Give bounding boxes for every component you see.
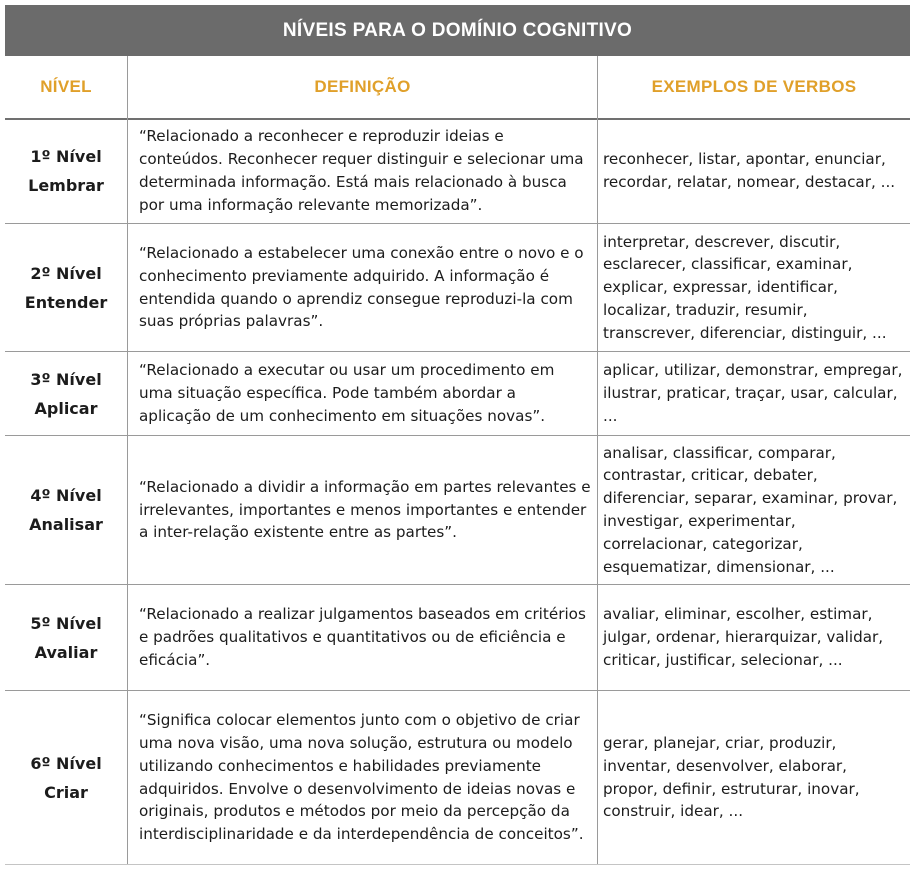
examples-cell bbox=[603, 224, 903, 351]
examples-cell bbox=[603, 352, 903, 435]
level-name: Analisar bbox=[29, 515, 103, 534]
examples-text: avaliar, eliminar, escolher, estimar, julgar, ordenar, hierarquizar, validar, criticar, justificar, selecionar, ... bbox=[603, 605, 884, 669]
level-cell bbox=[5, 119, 127, 223]
examples-text: reconhecer, listar, apontar, enunciar, recordar, relatar, nomear, destacar, ... bbox=[603, 150, 896, 191]
definition-text: “Relacionado a reconhecer e reproduzir ideias e conteúdos. Reconhecer requer distinguir e selecionar uma determinada informação. Está mais relacionado à busca por uma informação relevante memorizada”. bbox=[139, 127, 584, 214]
level-number: 4º Nível bbox=[30, 486, 102, 505]
level-name: Lembrar bbox=[28, 176, 104, 195]
examples-text: analisar, classificar, comparar, contrastar, criticar, debater, diferenciar, separar, examinar, provar, investigar, experimentar, correlacionar, categorizar, esquematizar, dimensionar, ... bbox=[603, 443, 898, 576]
level-cell bbox=[5, 352, 127, 435]
level-number: 3º Nível bbox=[30, 369, 102, 389]
definition-cell bbox=[139, 691, 591, 864]
definition-text: “Relacionado a dividir a informação em partes relevantes e irrelevantes, importantes e menos importantes e entender a inter-relação existente entre as partes”. bbox=[139, 477, 591, 542]
definition-cell bbox=[139, 436, 591, 584]
column-divider bbox=[127, 56, 128, 864]
definition-cell bbox=[139, 119, 591, 223]
examples-text: aplicar, utilizar, demonstrar, empregar, ilustrar, praticar, traçar, usar, calcular, ... bbox=[603, 361, 903, 425]
definition-cell bbox=[139, 224, 591, 351]
header-level: NÍVEL bbox=[40, 77, 92, 96]
definition-text: “Significa colocar elementos junto com o objetivo de criar uma nova visão, uma nova solução, estrutura ou modelo utilizando conhecimentos e habilidades previamente adquiridos. Envolve o desenvolvimento de ideias novas e originais, produtos e métodos por meio da percepção da interdisciplinaridade e da interdependência de conceitos”. bbox=[139, 711, 584, 844]
table-title: NÍVEIS PARA O DOMÍNIO COGNITIVO bbox=[5, 5, 910, 56]
definition-cell bbox=[139, 352, 591, 435]
examples-cell bbox=[603, 436, 903, 584]
examples-cell bbox=[603, 585, 903, 690]
level-cell bbox=[5, 585, 127, 690]
level-number: 5º Nível bbox=[30, 613, 102, 633]
level-number: 2º Nível bbox=[30, 263, 102, 283]
column-divider bbox=[597, 56, 598, 864]
definition-cell bbox=[139, 585, 591, 690]
level-cell bbox=[5, 691, 127, 864]
examples-text: interpretar, descrever, discutir, esclarecer, classificar, examinar, explicar, expressar, identificar, localizar, traduzir, resumir, transcrever, diferenciar, distinguir, ... bbox=[603, 232, 887, 342]
level-number: 6º Nível bbox=[30, 753, 102, 773]
level-cell bbox=[5, 224, 127, 351]
definition-text: “Relacionado a executar ou usar um procedimento em uma situação específica. Pode também abordar a aplicação de um conhecimento em situações novas”. bbox=[139, 361, 555, 425]
level-name: Aplicar bbox=[34, 398, 98, 418]
level-name: Avaliar bbox=[34, 642, 98, 662]
examples-cell bbox=[603, 691, 903, 864]
definition-text: “Relacionado a realizar julgamentos baseados em critérios e padrões qualitativos e quantitativos ou de eficiência e eficácia”. bbox=[139, 605, 586, 669]
header-examples: EXEMPLOS DE VERBOS bbox=[651, 77, 857, 96]
level-name: Entender bbox=[24, 292, 108, 312]
level-cell bbox=[5, 436, 127, 584]
definition-text: “Relacionado a estabelecer uma conexão entre o novo e o conhecimento previamente adquirido. A informação é entendida quando o aprendiz consegue reproduzi-la com suas próprias palavras”. bbox=[139, 243, 584, 331]
table-bottom-border bbox=[5, 864, 910, 865]
examples-cell bbox=[603, 119, 903, 223]
level-name: Criar bbox=[44, 782, 88, 802]
header-definition: DEFINIÇÃO bbox=[314, 77, 411, 96]
examples-text: gerar, planejar, criar, produzir, inventar, desenvolver, elaborar, propor, definir, estruturar, inovar, construir, idear, ... bbox=[603, 733, 860, 821]
level-number: 1º Nível bbox=[30, 147, 102, 166]
